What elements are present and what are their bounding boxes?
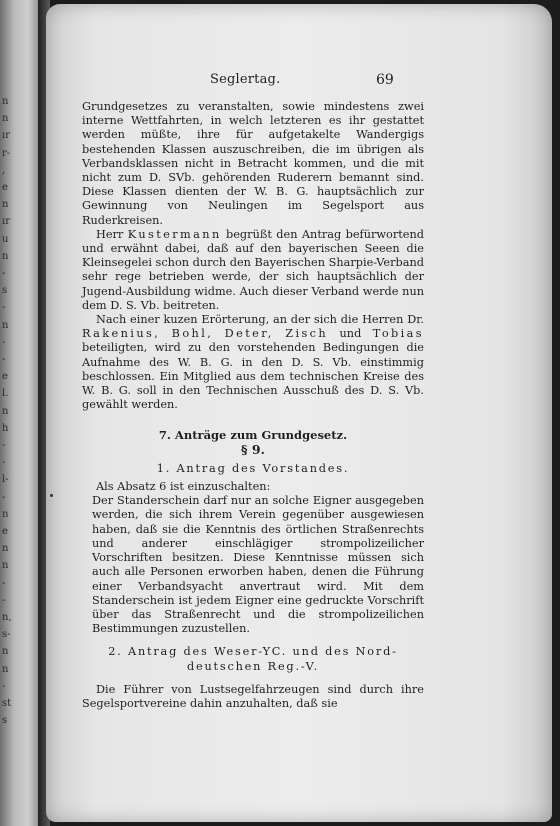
margin-fragment: l- <box>2 474 9 486</box>
margin-fragment: n <box>2 405 9 417</box>
margin-fragment: - <box>2 491 6 503</box>
paragraph-kustermann <box>82 228 424 313</box>
margin-fragment: n <box>2 543 9 555</box>
margin-fragment: - <box>2 354 6 365</box>
page-body <box>82 100 424 711</box>
margin-fragment: n <box>2 96 9 107</box>
item-heading-2-line1: 2. Antrag des Weser-YC. und des Nord- <box>108 645 398 659</box>
margin-fragment: ır <box>2 130 10 142</box>
item-text-2: Die Führer von Lustsegelfahrzeugen sind durch ihre Segelsportvereine dahin anzuhalten, daß sie <box>82 682 424 710</box>
margin-fragment: - <box>2 302 6 314</box>
text-run: beteiligten, wird zu den vorstehenden Bedingungen die Aufnahme des W. B. G. in den D. S. Vb. einstimmig beschlossen. Ein Mitglied aus dem technischen Kreise des W. B. G. soll in den Technischen Ausschuß des D. S. Vb. gewählt werden. <box>82 341 424 412</box>
person-name: Tobias <box>372 327 425 341</box>
running-title: Seglertag. <box>210 72 281 87</box>
margin-fragment: - <box>2 680 6 692</box>
margin-fragment: n <box>2 646 9 658</box>
margin-fragment: - <box>2 268 6 279</box>
margin-fragment: - <box>2 440 6 451</box>
section-number: § 9. <box>241 441 265 457</box>
margin-fragment: n <box>2 508 9 520</box>
running-header <box>46 72 552 90</box>
page-number: 69 <box>376 72 394 88</box>
margin-fragment: n <box>2 113 9 125</box>
margin-fragment: n <box>2 199 9 211</box>
margin-fragment: - <box>2 457 6 469</box>
margin-fragment: r- <box>2 147 11 159</box>
paragraph-continuation: Grundgesetzes zu veranstalten, sowie mindestens zwei interne Wettfahrten, in welch letzteren es ihr gestattet werden müßte, ihre für aufgetakelte Wandergigs bestehenden Klassen auszuschreiben, die im übrigen als Verbandsklassen nicht in Betracht kommen, und die mit nicht zum D. SVb. gehörenden Ruderern bemannt sind. Diese Klassen dienten der W. B. G. hauptsächlich zur Gewinnung von Neulingen im Segelsport aus Ruderkreisen. <box>82 100 424 227</box>
margin-fragment: n <box>2 250 9 262</box>
ink-speck <box>50 494 53 497</box>
margin-fragment: s- <box>2 629 11 641</box>
margin-fragment: u <box>2 233 9 245</box>
person-name: Zisch <box>285 327 329 341</box>
margin-fragment: e <box>2 182 8 193</box>
margin-fragment: l. <box>2 388 9 400</box>
paragraph-discussion <box>82 313 424 412</box>
margin-fragment: n <box>2 560 9 572</box>
margin-fragment: n <box>2 663 9 675</box>
margin-fragment: ır <box>2 216 10 228</box>
margin-fragment: e <box>2 526 8 537</box>
margin-fragment: - <box>2 577 6 589</box>
margin-fragment: h <box>2 422 9 434</box>
margin-fragment: s <box>2 715 8 727</box>
margin-fragment: e <box>2 371 8 383</box>
text-run: und <box>339 327 362 341</box>
item-heading-2-line2: deutschen Reg.-V. <box>186 659 320 673</box>
margin-fragment: n <box>2 319 9 331</box>
item-intro: Als Absatz 6 ist einzuschalten: <box>96 480 271 494</box>
person-name: Bohl, <box>171 327 214 341</box>
section-heading: 7. Anträge zum Grundgesetz. <box>158 428 348 443</box>
text-run: Nach einer kuzen Erörterung, an der sich die Herren Dr. <box>96 313 424 327</box>
facing-page-edge <box>0 0 40 826</box>
item-text-1: Der Standerschein darf nur an solche Eigner ausgegeben werden, die sich ihrem Verein gegenüber ausgewiesen haben, daß sie die Kenntnis des örtlichen Straßenrechts und anderer einschlägiger strompolizeilicher Vorschriften besitzen. Diese Kenntnisse müssen sich auch alle Personen erworben haben, denen die Führung einer Verbandsyacht anvertraut wird. Mit dem Standerschein ist jedem Eigner eine gedruckte Vorschrift über das Straßenrecht und die strompolizeilichen Bestimmungen zuzustellen. <box>92 494 424 636</box>
book-page <box>46 4 552 822</box>
text-run: Herr <box>96 227 124 241</box>
person-name: Deter, <box>224 327 274 341</box>
margin-fragment: - <box>2 336 6 348</box>
margin-fragment: , <box>2 164 6 176</box>
person-name: Rakenius, <box>82 327 161 341</box>
person-name: Kustermann <box>127 227 222 241</box>
margin-fragment: st <box>2 698 12 709</box>
margin-fragment: s <box>2 285 8 297</box>
text-run: begrüßt den Antrag befürwortend und erwähnt dabei, daß auf den bayerischen Seeen die Kleinsegelei schon durch den Bayerischen Sharpie-Verband sehr rege betrieben werde, der sich hauptsächlich der Jugend-Ausbildung widme. Auch dieser Verband werde nun dem D. S. Vb. beitreten. <box>82 227 424 312</box>
margin-fragment: n, <box>2 612 12 623</box>
item-heading-1: 1. Antrag des Vorstandes. <box>156 461 350 475</box>
margin-fragment: - <box>2 594 6 606</box>
